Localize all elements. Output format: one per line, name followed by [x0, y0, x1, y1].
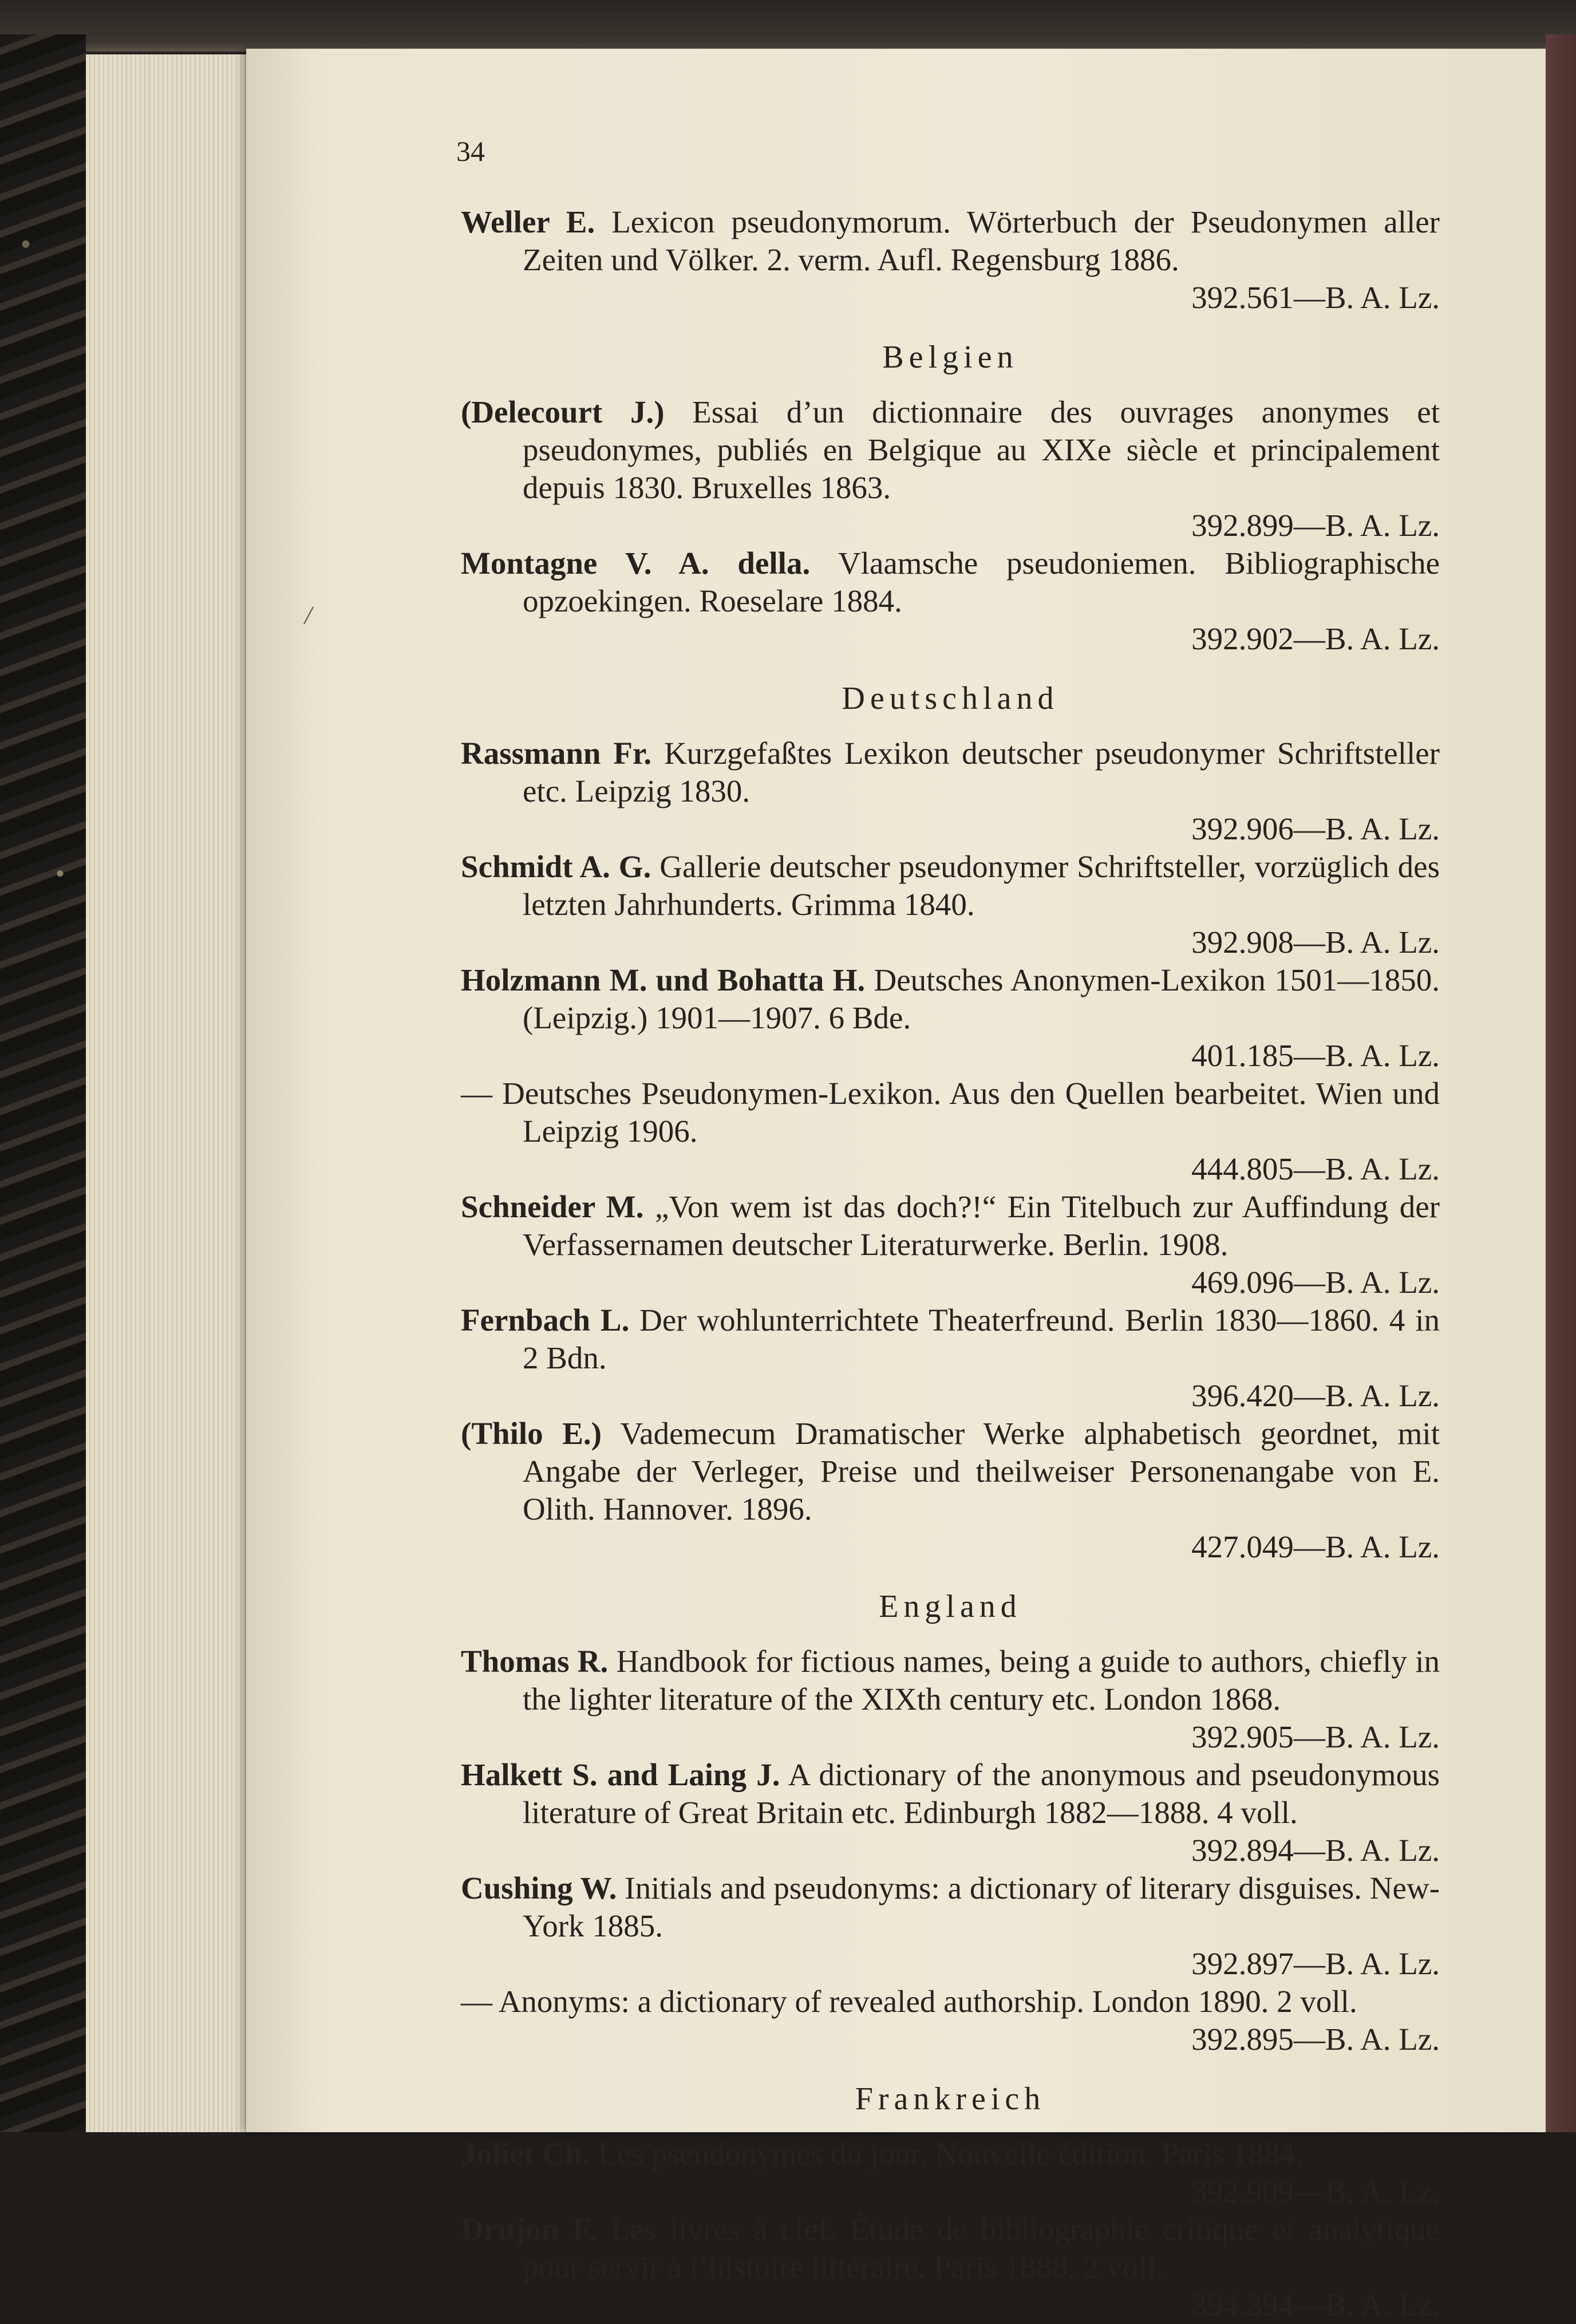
entry-author: Schneider M. — [461, 1189, 644, 1224]
entry-call-number: 396.420—B. A. Lz. — [1191, 1378, 1440, 1413]
entry-title: Handbook for fictious names, being a guide to authors, chiefly in the lighter literature of the XIXth century etc. London 1868. — [523, 1644, 1440, 1717]
page-stack-edge — [86, 54, 258, 2132]
entry-title: Gallerie deutscher pseudonymer Schriftsteller, vorzüglich des letzten Jahrhunderts. Grimma 1840. — [523, 849, 1440, 922]
section-heading: Deutschland — [842, 681, 1059, 716]
entry-author: Montagne V. A. della. — [461, 546, 811, 581]
bibliography-entry — [461, 1188, 1440, 1301]
bibliography-entry — [461, 1415, 1440, 1566]
entry-call-number: 427.049—B. A. Lz. — [1191, 1529, 1440, 1564]
entry-call-number: 469.096—B. A. Lz. — [1191, 1265, 1440, 1300]
bibliography-entry — [461, 1075, 1440, 1188]
entry-author: Fernbach L. — [461, 1303, 630, 1337]
entry-author: Joliet Ch. — [461, 2136, 591, 2171]
entry-author: Weller E. — [461, 204, 595, 239]
entry-title: Les livres à clef. Étude de bibliographie critique et analytique pour servir à l’histoire littéraire. Paris 1888. 2 voll. — [523, 2212, 1440, 2284]
entry-author: (Thilo E.) — [461, 1416, 602, 1451]
section-heading: England — [879, 1589, 1022, 1624]
entry-call-number: 392.561—B. A. Lz. — [1191, 280, 1440, 315]
entry-call-number: 392.908—B. A. Lz. — [1191, 925, 1440, 960]
entry-title: — Anonyms: a dictionary of revealed authorship. London 1890. 2 voll. — [461, 1984, 1357, 2019]
entry-author: Cushing W. — [461, 1871, 617, 1905]
bibliography-entry — [461, 393, 1440, 544]
bibliography-entry — [461, 2211, 1440, 2324]
entry-call-number: 444.805—B. A. Lz. — [1191, 1151, 1440, 1186]
entry-title: Essai d’un dictionnaire des ouvrages anonymes et pseudonymes, publiés en Belgique au XIXe siècle et principalement depuis 1830. Bruxelles 1863. — [523, 394, 1440, 505]
entry-title: A dictionary of the anonymous and pseudonymous literature of Great Britain etc. Edinburgh 1882—1888. 4 voll. — [523, 1757, 1440, 1830]
bibliography-entry — [461, 1643, 1440, 1756]
entry-author: Holzmann M. und Bohatta H. — [461, 962, 866, 997]
entry-title: Deutsches Anonymen-Lexikon 1501—1850. (Leipzig.) 1901—1907. 6 Bde. — [523, 962, 1440, 1035]
entry-call-number: 392.899—B. A. Lz. — [1191, 508, 1440, 543]
entry-author: Rassmann Fr. — [461, 736, 652, 771]
bibliography-entry — [461, 961, 1440, 1075]
entry-title: Kurzgefaßtes Lexikon deutscher pseudonymer Schriftsteller etc. Leipzig 1830. — [523, 736, 1440, 808]
intro-entries — [461, 203, 1440, 317]
entry-author: Halkett S. and Laing J. — [461, 1757, 780, 1792]
entry-author: (Delecourt J.) — [461, 394, 665, 429]
bibliography-entry — [461, 544, 1440, 658]
bibliography-entry — [461, 735, 1440, 848]
section-heading: Frankreich — [855, 2081, 1046, 2117]
bibliography-entry — [461, 1869, 1440, 1983]
bibliography-entry — [461, 1756, 1440, 1869]
entry-title: Der wohlunterrichtete Theaterfreund. Berlin 1830—1860. 4 in 2 Bdn. — [523, 1303, 1440, 1375]
entry-title: — Deutsches Pseudonymen-Lexikon. Aus den Quellen bearbeitet. Wien und Leipzig 1906. — [461, 1076, 1440, 1149]
entry-title: Initials and pseudonyms: a dictionary of literary disguises. New-York 1885. — [523, 1871, 1440, 1943]
entry-call-number: 401.185—B. A. Lz. — [1191, 1038, 1440, 1073]
entry-call-number: 392.905—B. A. Lz. — [1191, 1719, 1440, 1754]
page-number: 34 — [456, 135, 485, 167]
entry-author: Drujon F. — [461, 2212, 597, 2247]
entry-call-number: 392.895—B. A. Lz. — [1191, 2022, 1440, 2057]
bibliography-entry — [461, 2135, 1440, 2211]
bibliography-entry — [461, 1301, 1440, 1415]
bibliography-entry — [461, 848, 1440, 961]
entry-call-number: 392.897—B. A. Lz. — [1191, 1946, 1440, 1981]
entry-call-number: 394.394—B. A. Lz. — [1191, 2287, 1440, 2322]
book-top-edge — [0, 0, 1576, 52]
entry-title: „Von wem ist das doch?!“ Ein Titelbuch zur Auffindung der Verfassernamen deutscher Literaturwerke. Berlin. 1908. — [523, 1189, 1440, 1262]
bibliography-entry — [461, 203, 1440, 317]
country-sections — [461, 338, 1440, 2324]
entry-title: Vlaamsche pseudoniemen. Bibliographische opzoekingen. Roeselare 1884. — [523, 546, 1440, 618]
entry-title: Les pseudonymes du jour. Nouvelle édition. Paris 1884. — [590, 2136, 1304, 2171]
entry-call-number: 392.902—B. A. Lz. — [1191, 621, 1440, 656]
entry-call-number: 392.894—B. A. Lz. — [1191, 1833, 1440, 1868]
bibliography-text — [461, 203, 1440, 2324]
cloth-binding-edge — [1546, 34, 1576, 2132]
section-heading: Belgien — [882, 340, 1018, 375]
entry-author: Schmidt A. G. — [461, 849, 651, 884]
entry-call-number: 392.906—B. A. Lz. — [1191, 811, 1440, 846]
entry-title: Lexicon pseudonymorum. Wörterbuch der Pseudonymen aller Zeiten und Völker. 2. verm. Aufl. Regensburg 1886. — [523, 204, 1440, 277]
entry-author: Thomas R. — [461, 1644, 609, 1679]
entry-title: Vademecum Dramatischer Werke alphabetisch geordnet, mit Angabe der Verleger, Preise und theilweiser Personenangabe von E. Olith. Hannover. 1896. — [523, 1416, 1440, 1526]
marbled-cover-board — [0, 34, 86, 2132]
entry-call-number: 392.909—B. A. Lz. — [1191, 2174, 1440, 2209]
bibliography-entry — [461, 1983, 1440, 2058]
